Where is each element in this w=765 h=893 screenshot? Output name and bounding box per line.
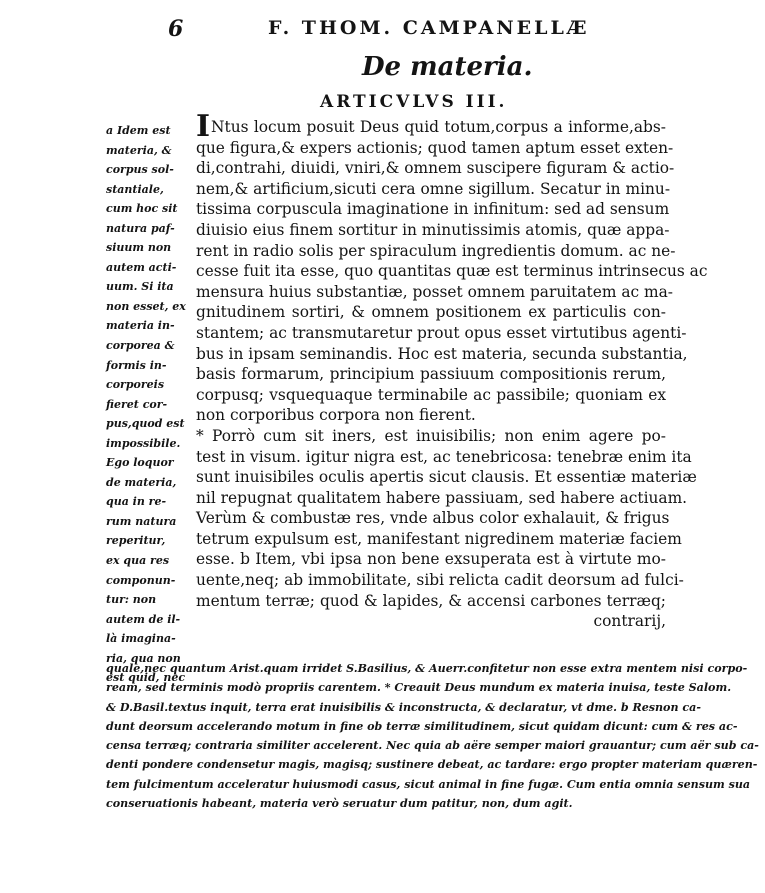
body-text [196, 109, 708, 632]
body-line-text: stantem; ac transmutaretur prout opus esset virtutibus agenti- [196, 323, 687, 342]
running-header [0, 14, 765, 44]
body-line [196, 241, 676, 262]
body-line-text: Verùm & combustæ res, vnde albus color exhalauit, & frigus [196, 509, 670, 528]
margin-note-line: autem de il- [106, 612, 181, 626]
body-line-text: tetrum expulsum est, manifestant nigredinem materiæ faciem [196, 529, 682, 548]
body-line-text: esse. b Item, vbi ipsa non bene exsuperata est à virtute mo- [196, 550, 666, 569]
body-line [196, 282, 673, 303]
page-number: 6 [168, 16, 184, 42]
footnote-line: denti pondere condensetur magis, magisq; sustinere debeat, ac tardare: ergo propter materiam quæren- [106, 758, 758, 772]
margin-note-line: impossibile. [106, 436, 181, 450]
body-line [196, 549, 666, 570]
margin-note-line: formis in- [106, 358, 167, 372]
body-line-text: que figura,& expers actionis; quod tamen aptum esset exten- [196, 138, 674, 157]
body-line-text: tissima corpuscula imaginatione in infinitum: sed ad sensum [196, 200, 670, 219]
footnote-line: dunt deorsum accelerando motum in fine ob terræ similitudinem, sicut quidam dicunt: cum & res ac- [106, 719, 738, 733]
body-line-text: * Porrò cum sit iners, est inuisibilis; non enim agere po- [196, 426, 666, 445]
body-line-text: nem,& artificium,sicuti cera omne sigillum. Secatur in minu- [196, 179, 671, 198]
initial-capital: I [196, 109, 211, 144]
body-line-text: non corporibus corpora non fierent. [196, 406, 476, 425]
body-line-text: corpusq; vsquequaque terminabile ac passibile; quoniam ex [196, 385, 666, 404]
body-line-text: test in visum. igitur nigra est, ac tenebricosa: tenebræ enim ita [196, 447, 692, 466]
article-heading: ARTICVLVS III. [320, 92, 508, 112]
body-line [196, 364, 666, 385]
margin-note-line: corporeis [106, 378, 165, 392]
margin-note-line: autem acti- [106, 260, 177, 274]
body-line-text: mensura huius substantiæ, posset omnem paruitatem ac ma- [196, 282, 673, 301]
body-line [196, 405, 666, 426]
margin-note-line: Ego loquor [106, 456, 174, 470]
body-line [196, 158, 675, 179]
margin-note-line: materia, & [106, 143, 172, 157]
margin-note-line: fieret cor- [106, 397, 168, 411]
body-line [196, 467, 697, 488]
body-line [196, 344, 688, 365]
footnote-line: tem fulcimentum acceleratur huiusmodi casus, sicut animal in fine fugæ. Cum entia omnia sensum sua [106, 777, 751, 791]
body-line [196, 261, 708, 282]
body-line [196, 508, 670, 529]
body-line [196, 220, 670, 241]
body-line [196, 611, 666, 632]
margin-note-line: uum. Si ita [106, 280, 174, 294]
body-line-text: gnitudinem sortiri, & omnem positionem ex particulis con- [196, 303, 666, 322]
body-line-text: basis formarum, principium passiuum compositionis rerum, [196, 365, 666, 384]
body-line [196, 109, 666, 144]
margin-note-line: materia in- [106, 319, 175, 333]
margin-notes [106, 121, 186, 688]
body-line [196, 529, 682, 550]
margin-note-line: rum natura [106, 514, 177, 528]
section-title: De materia. [362, 52, 533, 82]
body-line [196, 199, 670, 220]
body-line-text: mentum terræ; quod & lapides, & accensi carbones terræq; [196, 591, 666, 610]
body-line [196, 302, 666, 323]
margin-note-line: qua in re- [106, 495, 167, 509]
body-line-text: cesse fuit ita esse, quo quantitas quæ est terminus intrinsecus ac [196, 262, 708, 281]
body-line-text: contrarij, [593, 612, 666, 631]
footnotes [106, 659, 759, 813]
body-line-text: bus in ipsam seminandis. Hoc est materia, secunda substantia, [196, 344, 688, 363]
margin-note-line: tur: non [106, 593, 157, 607]
body-line [196, 323, 687, 344]
margin-note-line: de materia, [106, 475, 177, 489]
body-line-text: Ntus locum posuit Deus quid totum,corpus a informe,abs- [211, 118, 666, 136]
margin-note-line: ria, qua non [106, 651, 181, 665]
body-line [196, 385, 666, 406]
body-line-text: diuisio eius finem sortitur in minutissimis atomis, quæ appa- [196, 220, 670, 239]
running-title: F. THOM. CAMPANELLÆ [268, 17, 590, 39]
margin-note-line: ex qua res [106, 554, 170, 568]
margin-note-line: a Idem est [106, 124, 171, 137]
margin-note-line: pus,quod est [106, 417, 185, 431]
margin-note-line: siuum non [106, 241, 172, 255]
body-line [196, 591, 666, 612]
margin-note-line: est quid, nec [106, 671, 186, 685]
margin-note-line: componun- [106, 573, 176, 587]
body-line [196, 138, 674, 159]
body-line-text: nil repugnat qualitatem habere passiuam, sed habere actiuam. [196, 488, 688, 507]
margin-note-line: corporea & [106, 339, 175, 353]
body-line-text: uente,neq; ab immobilitate, sibi relicta cadit deorsum ad fulci- [196, 571, 684, 590]
body-line [196, 447, 692, 468]
body-line [196, 570, 684, 591]
body-line [196, 488, 688, 509]
margin-note-line: non esset, ex [106, 299, 186, 313]
margin-note-line: cum hoc sit [106, 202, 178, 216]
body-line-text: di,contrahi, diuidi, vniri,& omnem suscipere figuram & actio- [196, 159, 675, 178]
footnote-line: conseruationis habeant, materia verò seruatur dum patitur, non, dum agit. [106, 797, 573, 811]
body-line-text: sunt inuisibiles oculis apertis sicut clausis. Et essentiæ materiæ [196, 468, 697, 487]
margin-note-line: là imagina- [106, 632, 176, 646]
footnote-line: & D.Basil.textus inquit, terra erat inuisibilis & inconstructa, & declaratur, vt dme. b Resnon ca- [106, 700, 701, 714]
margin-note-line: natura paf- [106, 221, 175, 235]
margin-note-line: corpus sol- [106, 163, 174, 177]
body-line [196, 426, 666, 447]
footnote-line: ream, sed terminis modò propriis carentem. * Creauit Deus mundum ex materia inuisa, teste Salom. [106, 681, 732, 695]
body-line [196, 179, 671, 200]
margin-note-line: stantiale, [106, 182, 164, 196]
body-line-text: rent in radio solis per spiraculum ingredientis domum. ac ne- [196, 241, 676, 260]
footnote-line: quale,nec quantum Arist.quam irridet S.Basilius, & Auerr.confitetur non esse extra mentem nisi corpo- [106, 662, 748, 675]
footnote-line: censa terræq; contraria similiter accelerent. Nec quia ab aëre semper maiori grauantur; cum aër sub ca- [106, 739, 759, 753]
margin-note-line: reperitur, [106, 534, 166, 548]
